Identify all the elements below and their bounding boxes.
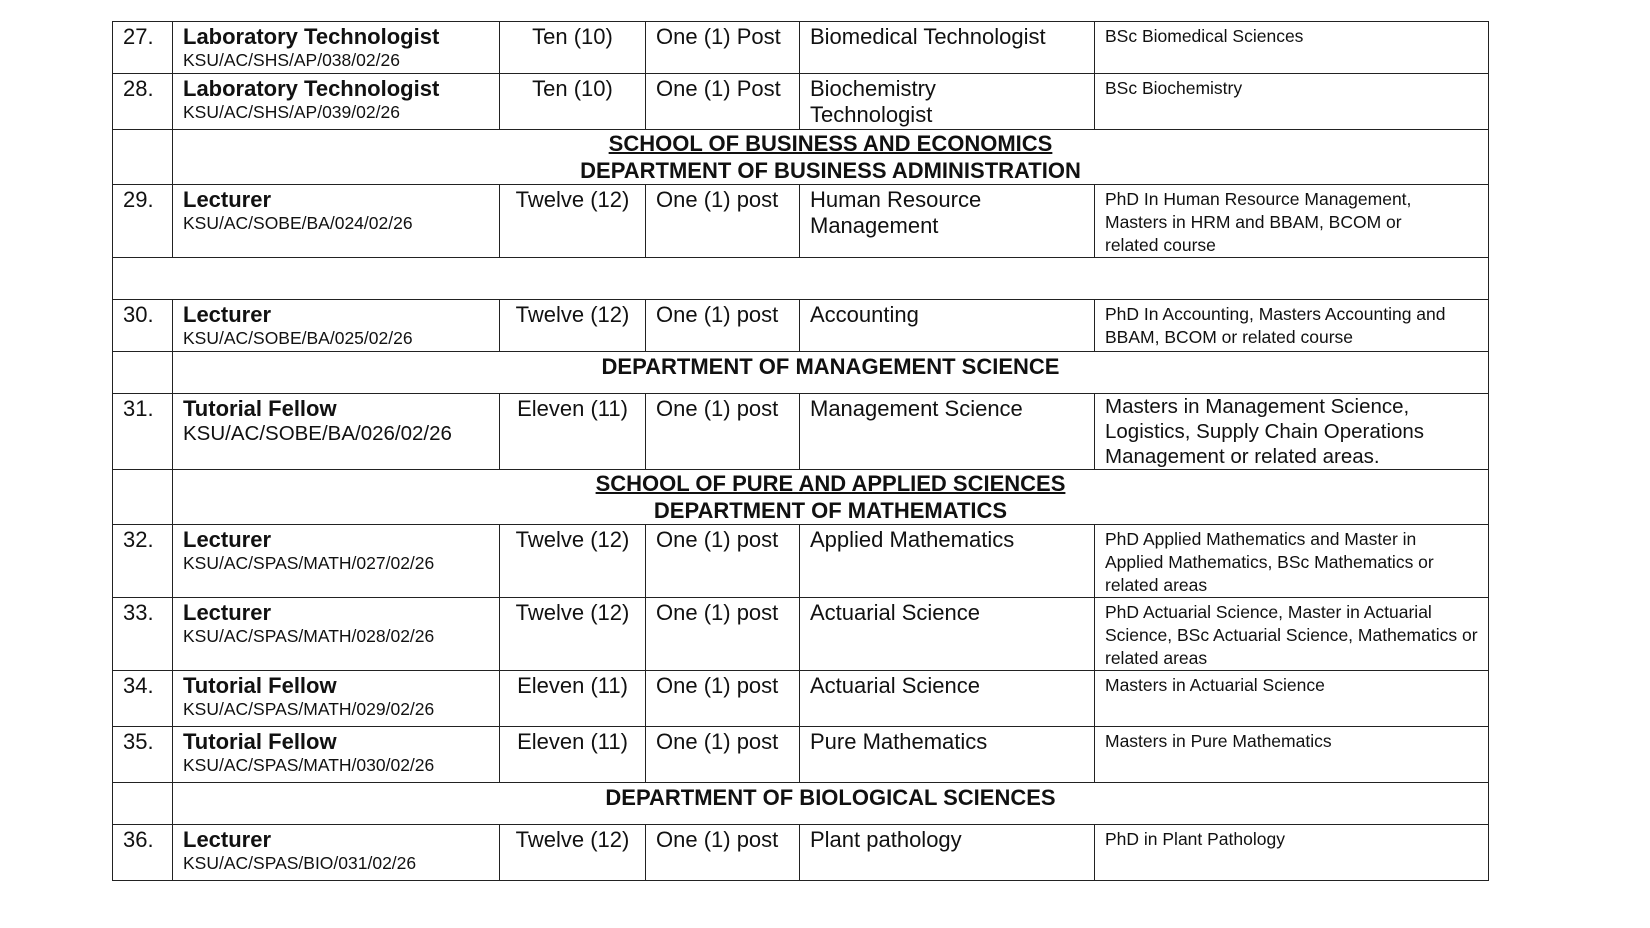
specialization: Plant pathology [800, 825, 1095, 881]
position-code: KSU/AC/SHS/AP/039/02/26 [183, 102, 400, 122]
specialization: Actuarial Science [800, 671, 1095, 727]
table-row [113, 525, 1489, 598]
qualifications: PhD Applied Mathematics and Master in Applied Mathematics, BSc Mathematics or related areas [1095, 525, 1489, 598]
department-name: DEPARTMENT OF MANAGEMENT SCIENCE [601, 354, 1060, 379]
position-code: KSU/AC/SPAS/MATH/027/02/26 [183, 553, 435, 573]
grade: Twelve (12) [500, 300, 646, 352]
qualifications: BSc Biochemistry [1095, 74, 1489, 130]
position-title: Lecturer [183, 827, 272, 852]
number-of-posts: One (1) post [646, 825, 800, 881]
position-cell [173, 185, 500, 258]
specialization: Accounting [800, 300, 1095, 352]
row-number: 34. [113, 671, 173, 727]
number-of-posts: One (1) post [646, 185, 800, 258]
qualifications: PhD in Plant Pathology [1095, 825, 1489, 881]
position-title: Lecturer [183, 527, 272, 552]
empty-cell [113, 470, 173, 525]
qualifications: Masters in Management Science, Logistics, Supply Chain Operations Management or related areas. [1095, 394, 1489, 470]
section-header [173, 130, 1489, 185]
grade: Eleven (11) [500, 727, 646, 783]
position-code: KSU/AC/SHS/AP/038/02/26 [183, 50, 400, 70]
position-title: Tutorial Fellow [183, 396, 337, 421]
number-of-posts: One (1) post [646, 671, 800, 727]
qualifications: PhD In Accounting, Masters Accounting and BBAM, BCOM or related course [1095, 300, 1489, 352]
specialization: Biomedical Technologist [800, 22, 1095, 74]
table-row [113, 825, 1489, 881]
specialization: Actuarial Science [800, 598, 1095, 671]
position-code: KSU/AC/SPAS/BIO/031/02/26 [183, 853, 417, 873]
position-cell [173, 825, 500, 881]
department-name: DEPARTMENT OF MATHEMATICS [653, 498, 1008, 523]
position-cell [173, 671, 500, 727]
position-title: Lecturer [183, 600, 272, 625]
number-of-posts: One (1) Post [646, 74, 800, 130]
number-of-posts: One (1) post [646, 598, 800, 671]
position-code: KSU/AC/SOBE/BA/024/02/26 [183, 213, 413, 233]
position-cell [173, 74, 500, 130]
row-number: 28. [113, 74, 173, 130]
grade: Eleven (11) [500, 394, 646, 470]
vacancies-table [112, 21, 1489, 881]
table-row [113, 598, 1489, 671]
section-header-row [113, 783, 1489, 825]
number-of-posts: One (1) post [646, 300, 800, 352]
section-header-row [113, 130, 1489, 185]
grade: Twelve (12) [500, 185, 646, 258]
department-name: DEPARTMENT OF BUSINESS ADMINISTRATION [580, 158, 1081, 183]
table-row [113, 185, 1489, 258]
qualifications: PhD Actuarial Science, Master in Actuarial Science, BSc Actuarial Science, Mathematics or related areas [1095, 598, 1489, 671]
position-title: Tutorial Fellow [183, 673, 337, 698]
specialization: Human Resource Management [800, 185, 1095, 258]
blank-row [113, 258, 1489, 300]
section-header [173, 470, 1489, 525]
empty-cell [113, 352, 173, 394]
position-cell [173, 300, 500, 352]
row-number: 32. [113, 525, 173, 598]
grade: Ten (10) [500, 74, 646, 130]
empty-cell [113, 783, 173, 825]
grade: Twelve (12) [500, 598, 646, 671]
row-number: 31. [113, 394, 173, 470]
section-header-row [113, 352, 1489, 394]
specialization: Management Science [800, 394, 1095, 470]
number-of-posts: One (1) Post [646, 22, 800, 74]
table-row [113, 74, 1489, 130]
empty-cell [113, 130, 173, 185]
grade: Twelve (12) [500, 525, 646, 598]
school-name: SCHOOL OF BUSINESS AND ECONOMICS [608, 131, 1053, 156]
position-code: KSU/AC/SOBE/BA/025/02/26 [183, 328, 413, 348]
specialization: Biochemistry Technologist [800, 74, 1095, 130]
row-number: 27. [113, 22, 173, 74]
qualifications: Masters in Pure Mathematics [1095, 727, 1489, 783]
table-row [113, 22, 1489, 74]
row-number: 35. [113, 727, 173, 783]
position-title: Laboratory Technologist [183, 24, 440, 49]
qualifications: BSc Biomedical Sciences [1095, 22, 1489, 74]
position-cell [173, 394, 500, 470]
position-cell [173, 525, 500, 598]
grade: Ten (10) [500, 22, 646, 74]
department-name: DEPARTMENT OF BIOLOGICAL SCIENCES [605, 785, 1056, 810]
grade: Twelve (12) [500, 825, 646, 881]
table-row [113, 300, 1489, 352]
number-of-posts: One (1) post [646, 525, 800, 598]
position-code: KSU/AC/SPAS/MATH/029/02/26 [183, 699, 435, 719]
table-row [113, 671, 1489, 727]
position-cell [173, 727, 500, 783]
table-row [113, 727, 1489, 783]
row-number: 36. [113, 825, 173, 881]
school-name: SCHOOL OF PURE AND APPLIED SCIENCES [595, 471, 1066, 496]
section-header [173, 352, 1489, 394]
position-code: KSU/AC/SPAS/MATH/030/02/26 [183, 755, 435, 775]
qualifications: PhD In Human Resource Management, Masters in HRM and BBAM, BCOM or related course [1095, 185, 1489, 258]
empty-cell [113, 258, 1489, 300]
section-header [173, 783, 1489, 825]
position-cell [173, 22, 500, 74]
position-title: Tutorial Fellow [183, 729, 337, 754]
specialization: Applied Mathematics [800, 525, 1095, 598]
row-number: 33. [113, 598, 173, 671]
position-cell [173, 598, 500, 671]
qualifications: Masters in Actuarial Science [1095, 671, 1489, 727]
row-number: 29. [113, 185, 173, 258]
section-header-row [113, 470, 1489, 525]
table-row [113, 394, 1489, 470]
position-title: Lecturer [183, 302, 272, 327]
number-of-posts: One (1) post [646, 394, 800, 470]
position-title: Laboratory Technologist [183, 76, 440, 101]
grade: Eleven (11) [500, 671, 646, 727]
position-code: KSU/AC/SOBE/BA/026/02/26 [183, 422, 452, 445]
position-code: KSU/AC/SPAS/MATH/028/02/26 [183, 626, 435, 646]
row-number: 30. [113, 300, 173, 352]
number-of-posts: One (1) post [646, 727, 800, 783]
position-title: Lecturer [183, 187, 272, 212]
specialization: Pure Mathematics [800, 727, 1095, 783]
